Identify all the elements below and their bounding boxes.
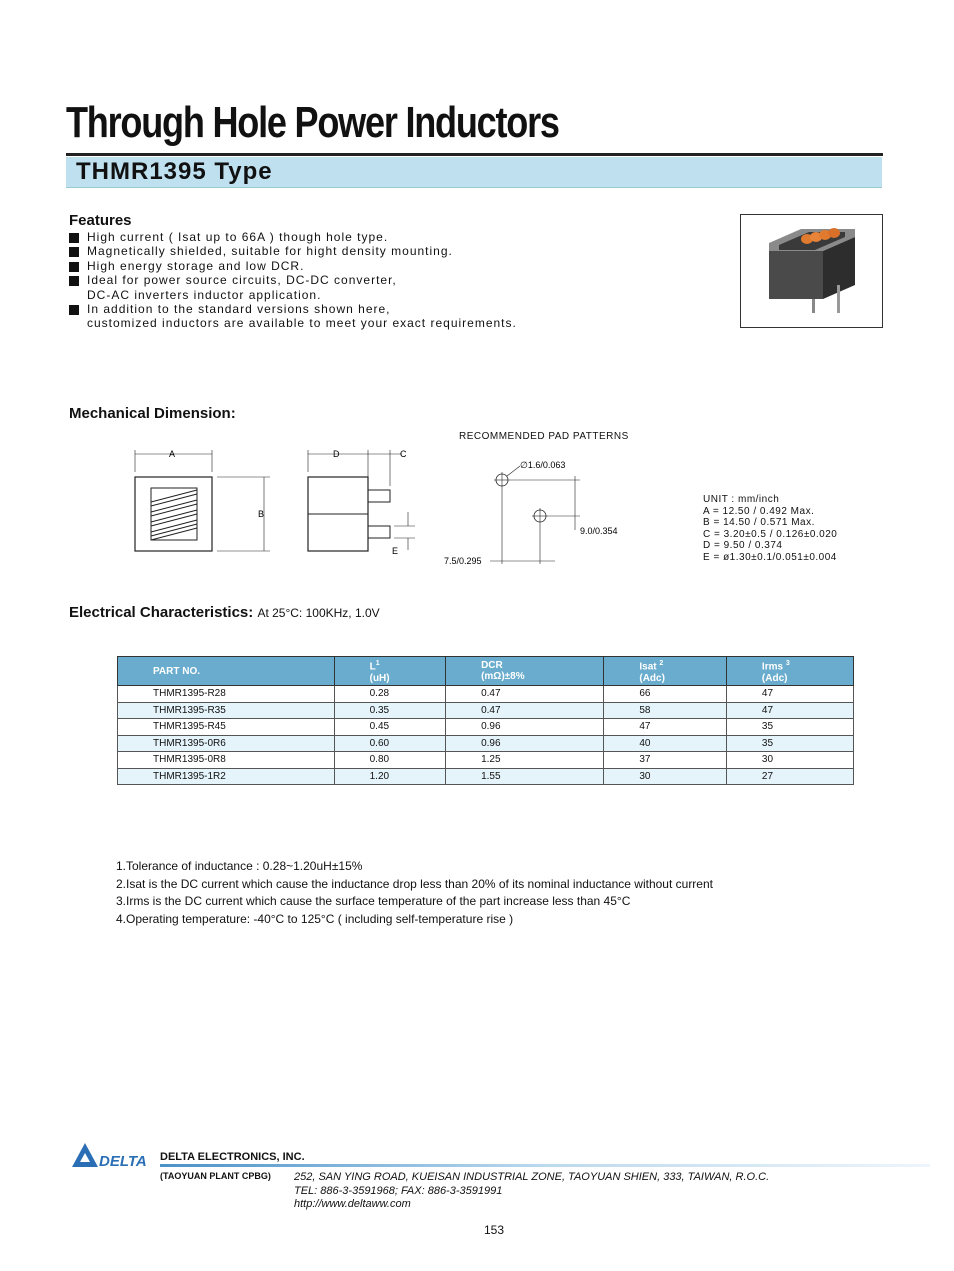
table-row: THMR1395-1R2 1.20 1.55 30 27 (118, 768, 854, 785)
dim-label-b: B (258, 509, 265, 519)
company-address: 252, SAN YING ROAD, KUEISAN INDUSTRIAL ZONE, TAOYUAN SHIEN, 333, TAIWAN, R.O.C. TEL: 886-3-3591968; FAX: 886-3-3591991 http://www.deltaww.com (294, 1171, 770, 1210)
electrical-heading: Electrical Characteristics: At 25°C: 100KHz, 1.0V (69, 604, 380, 621)
feature-item: Ideal for power source circuits, DC-DC converter, DC-AC inverters inductor application. (69, 273, 517, 302)
square-bullet-icon (69, 247, 79, 257)
pad-v-label: 9.0/0.354 (580, 526, 618, 536)
square-bullet-icon (69, 276, 79, 286)
table-row: THMR1395-R28 0.28 0.47 66 47 (118, 686, 854, 703)
notes (116, 858, 713, 928)
table-row: THMR1395-0R8 0.80 1.25 37 30 (118, 752, 854, 769)
pad-hole-label: ∅1.6/0.063 (520, 460, 566, 470)
page-number: 153 (484, 1223, 505, 1237)
col-isat: Isat $^2$ (Adc) (604, 657, 727, 686)
feature-item: In addition to the standard versions shown here, customized inductors are available to meet your exact requirements. (69, 302, 517, 331)
col-inductance: $L^1$ (uH) (334, 657, 445, 686)
col-irms: Irms $^3$ (Adc) (726, 657, 853, 686)
test-condition: At 25°C: 100KHz, 1.0V (257, 606, 380, 620)
title-rule (66, 153, 883, 156)
delta-logo (70, 1140, 156, 1170)
dim-label-a: A (169, 449, 176, 459)
note-item: 2.Isat is the DC current which cause the inductance drop less than 20% of its nominal inductance without current (116, 876, 713, 891)
spec-table (117, 656, 854, 785)
square-bullet-icon (69, 262, 79, 272)
dim-label-c: C (400, 449, 407, 459)
type-title: THMR1395 Type (76, 158, 273, 185)
product-photo (740, 214, 883, 328)
pad-h-label: 7.5/0.295 (444, 556, 482, 566)
feature-list (69, 230, 517, 331)
col-part-no: PART NO. (118, 657, 335, 686)
dimension-units: UNIT : mm/inch A = 12.50 / 0.492 Max. B = 14.50 / 0.571 Max. C = 3.20±0.5 / 0.126±0.020 D = 9.50 / 0.374 E = ø1.30±0.1/0.051±0.004 (703, 494, 838, 563)
table-row: THMR1395-R45 0.45 0.96 47 35 (118, 719, 854, 736)
website-link[interactable]: http://www.deltaww.com (294, 1198, 411, 1210)
note-item: 1.Tolerance of inductance : 0.28~1.20uH±15% (116, 859, 363, 873)
col-dcr: DCR (mΩ)±8% (446, 657, 604, 686)
note-item: 3.Irms is the DC current which cause the surface temperature of the part increase less than 45°C (116, 894, 631, 908)
mechanical-heading: Mechanical Dimension: (69, 405, 236, 422)
dim-label-d: D (333, 449, 340, 459)
mechanical-drawing (110, 440, 650, 570)
footer-rule (160, 1164, 930, 1167)
plant-name: (TAOYUAN PLANT CPBG) (160, 1171, 271, 1181)
page-title: Through Hole Power Inductors (66, 98, 559, 147)
table-row: THMR1395-R35 0.35 0.47 58 47 (118, 702, 854, 719)
table-header-row (118, 657, 854, 686)
pad-pattern-title: RECOMMENDED PAD PATTERNS (459, 431, 629, 442)
note-item: 4.Operating temperature: -40°C to 125°C ( including self-temperature rise ) (116, 911, 514, 926)
features-heading: Features (69, 212, 132, 229)
square-bullet-icon (69, 305, 79, 315)
feature-item: High current ( Isat up to 66A ) though hole type. (69, 230, 517, 244)
company-name: DELTA ELECTRONICS, INC. (160, 1151, 305, 1163)
dim-label-e: E (392, 546, 399, 556)
feature-item: Magnetically shielded, suitable for hight density mounting. (69, 244, 517, 258)
feature-item: High energy storage and low DCR. (69, 259, 517, 273)
square-bullet-icon (69, 233, 79, 243)
table-row: THMR1395-0R6 0.60 0.96 40 35 (118, 735, 854, 752)
logo-text: DELTA (99, 1153, 147, 1170)
